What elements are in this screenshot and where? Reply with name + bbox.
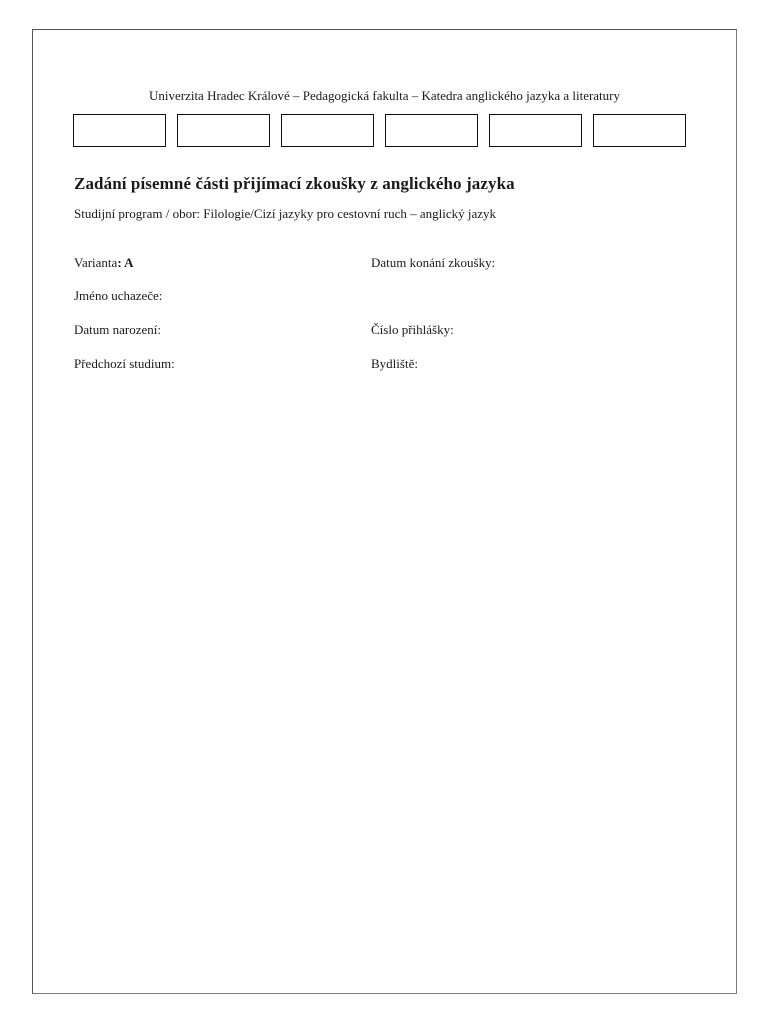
residence-label: Bydliště:	[371, 356, 418, 371]
birth-date-label: Datum narození:	[74, 322, 161, 337]
document-page	[32, 29, 737, 994]
variant-value: : A	[117, 255, 134, 270]
application-number-label: Číslo přihlášky:	[371, 322, 454, 337]
document-title: Zadání písemné části přijímací zkoušky z anglického jazyka	[74, 174, 515, 193]
code-box-4[interactable]	[385, 114, 478, 147]
code-boxes	[73, 114, 686, 147]
code-box-3[interactable]	[281, 114, 374, 147]
code-box-5[interactable]	[489, 114, 582, 147]
institution-header: Univerzita Hradec Králové – Pedagogická fakulta – Katedra anglického jazyka a literatury	[148, 88, 621, 103]
code-box-1[interactable]	[73, 114, 166, 147]
code-box-2[interactable]	[177, 114, 270, 147]
code-box-6[interactable]	[593, 114, 686, 147]
variant-label: Varianta	[74, 255, 118, 270]
study-program: Studijní program / obor: Filologie/Cizí jazyky pro cestovní ruch – anglický jazyk	[74, 206, 497, 221]
variant-field	[74, 255, 134, 271]
applicant-name-label: Jméno uchazeče:	[74, 288, 163, 303]
previous-study-label: Předchozí studium:	[74, 356, 175, 371]
exam-date-label: Datum konání zkoušky:	[371, 255, 496, 270]
